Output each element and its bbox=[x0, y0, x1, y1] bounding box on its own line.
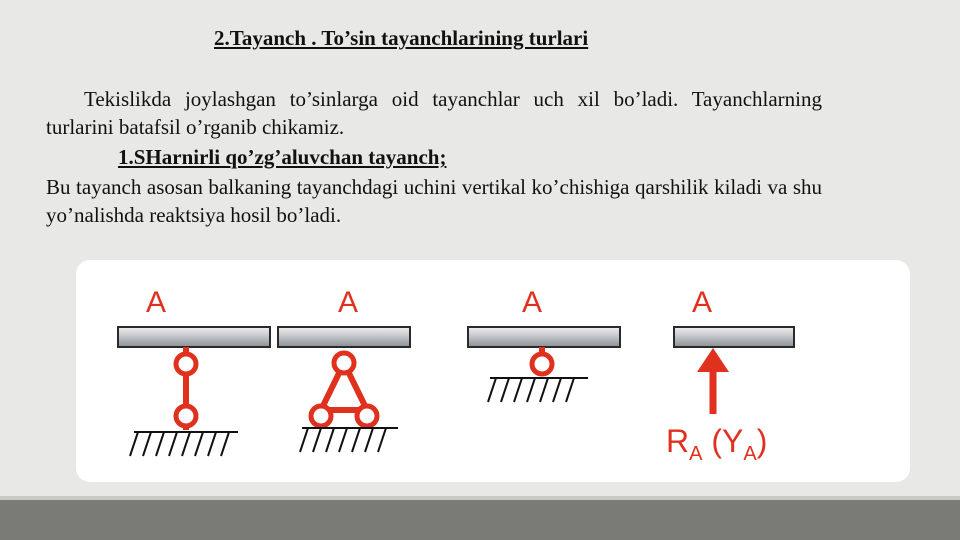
point-label-a: A bbox=[337, 286, 359, 319]
roller bbox=[532, 354, 552, 374]
slide-title: 2.Tayanch . To’sin tayanchlarining turlari bbox=[214, 26, 589, 50]
support-variant-2 bbox=[278, 286, 410, 452]
ground-hatch bbox=[488, 378, 588, 402]
hinge-bottom bbox=[176, 406, 196, 426]
point-label-a: A bbox=[145, 286, 167, 319]
beam bbox=[674, 327, 794, 347]
reaction-arrow-head bbox=[697, 348, 729, 372]
support-variant-1 bbox=[118, 286, 270, 456]
point-label-a: A bbox=[691, 286, 713, 319]
roller-left bbox=[311, 406, 331, 426]
support-description: Bu tayanch asosan balkaning tayanchdagi uchini vertikal ko’chishiga qarshilik kiladi va shu yo’nalishda reaktsiya hosil bo’ladi. bbox=[46, 175, 822, 227]
ground-hatch bbox=[300, 428, 398, 452]
hinge-top bbox=[176, 354, 196, 374]
reaction-label: $R_A$ $(Y_A)$ bbox=[666, 423, 768, 465]
point-label-a: A bbox=[521, 286, 543, 319]
roller-right bbox=[357, 406, 377, 426]
intro-paragraph: Tekislikda joylashgan to’sinlarga oid tayanchlar uch xil bo’ladi. Tayanchlarning turlarini batafsil o’rganib chikamiz. bbox=[46, 87, 822, 139]
support-type-heading: 1.SHarnirli qo’zg’aluvchan tayanch; bbox=[118, 145, 447, 169]
support-variant-3 bbox=[468, 286, 620, 402]
beam bbox=[278, 327, 410, 347]
support-types-figure bbox=[76, 260, 910, 482]
hinge-top bbox=[334, 353, 354, 373]
footer-bar bbox=[0, 500, 960, 540]
support-diagram bbox=[76, 260, 910, 482]
ground-hatch bbox=[130, 432, 238, 456]
support-variant-4 bbox=[666, 286, 794, 465]
beam bbox=[468, 327, 620, 347]
beam bbox=[118, 327, 270, 347]
